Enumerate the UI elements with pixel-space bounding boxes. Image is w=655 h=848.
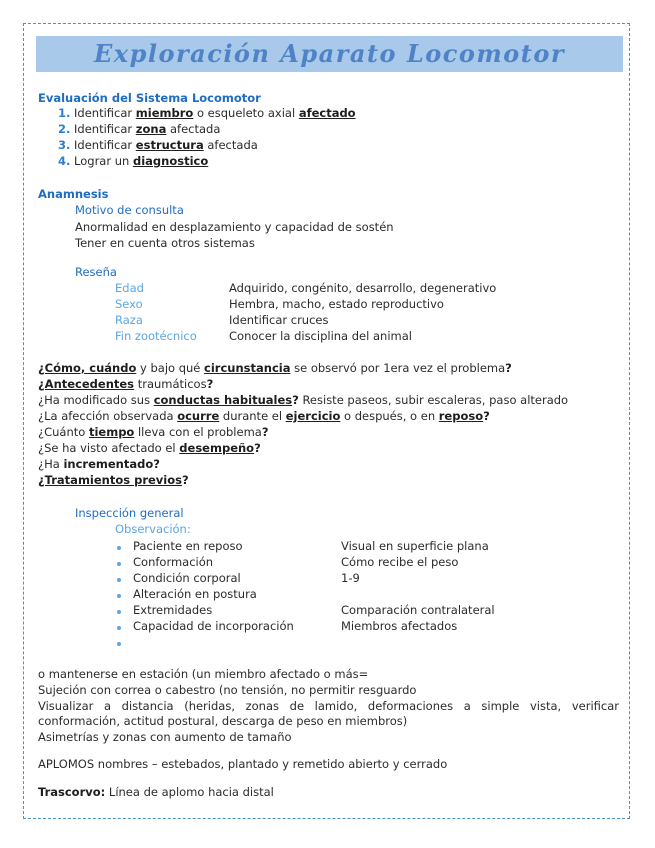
resena-label-sexo: Sexo <box>115 297 143 311</box>
question-7: ¿Ha incrementado? <box>38 457 160 471</box>
obs-right-3: 1-9 <box>341 571 360 585</box>
section-heading-anamnesis: Anamnesis <box>38 187 109 201</box>
resena-label-fin: Fin zootécnico <box>115 329 197 343</box>
bullet-dot <box>117 594 121 598</box>
question-8: ¿Tratamientos previos? <box>38 473 189 487</box>
eval-item-2: 2. Identificar zona afectada <box>58 122 221 136</box>
note-aplomos: APLOMOS nombres – estebados, plantado y remetido abierto y cerrado <box>38 757 448 771</box>
question-1: ¿Cómo, cuándo y bajo qué circunstancia se observó por 1era vez el problema? <box>38 361 512 375</box>
eval-item-4: 4. Lograr un diagnostico <box>58 154 209 168</box>
obs-left-2: Conformación <box>133 555 214 569</box>
bullet-dot <box>117 546 121 550</box>
question-3: ¿Ha modificado sus conductas habituales? Resiste paseos, subir escaleras, paso alterado <box>38 393 569 407</box>
obs-right-2: Cómo recibe el peso <box>341 555 459 569</box>
note-2: Sujeción con correa o cabestro (no tensión, no permitir resguardo <box>38 683 417 697</box>
eval-item-3: 3. Identificar estructura afectada <box>58 138 258 152</box>
question-4: ¿La afección observada ocurre durante el ejercicio o después, o en reposo? <box>38 409 490 423</box>
subheading-observacion: Observación: <box>115 522 191 536</box>
obs-left-5: Extremidades <box>133 603 213 617</box>
obs-right-1: Visual en superficie plana <box>341 539 489 553</box>
resena-value-edad: Adquirido, congénito, desarrollo, degenerativo <box>229 281 497 295</box>
subheading-inspeccion: Inspección general <box>75 506 184 520</box>
resena-value-raza: Identificar cruces <box>229 313 329 327</box>
resena-value-sexo: Hembra, macho, estado reproductivo <box>229 297 444 311</box>
obs-left-1: Paciente en reposo <box>133 539 243 553</box>
obs-right-6: Miembros afectados <box>341 619 458 633</box>
obs-left-6: Capacidad de incorporación <box>133 619 294 633</box>
resena-value-fin: Conocer la disciplina del animal <box>229 329 412 343</box>
motivo-line-2: Tener en cuenta otros sistemas <box>75 236 255 250</box>
note-trascorvo: Trascorvo: Línea de aplomo hacia distal <box>38 785 274 799</box>
question-6: ¿Se ha visto afectado el desempeño? <box>38 441 261 455</box>
obs-left-4: Alteración en postura <box>133 587 257 601</box>
bullet-dot <box>117 626 121 630</box>
note-3a: Visualizar a distancia (heridas, zonas de lamido, deformaciones a simple vista, verificar <box>38 699 619 713</box>
eval-item-1: 1. Identificar miembro o esqueleto axial afectado <box>58 106 356 120</box>
resena-label-raza: Raza <box>115 313 143 327</box>
obs-right-5: Comparación contralateral <box>341 603 495 617</box>
bullet-dot-empty <box>117 642 121 646</box>
page-title: Exploración Aparato Locomotor <box>94 39 565 68</box>
section-heading-evaluacion: Evaluación del Sistema Locomotor <box>38 91 261 105</box>
question-2: ¿Antecedentes traumáticos? <box>38 377 214 391</box>
obs-left-3: Condición corporal <box>133 571 241 585</box>
question-5: ¿Cuánto tiempo lleva con el problema? <box>38 425 269 439</box>
note-4: Asimetrías y zonas con aumento de tamaño <box>38 730 292 744</box>
note-1: o mantenerse en estación (un miembro afectado o más= <box>38 667 369 681</box>
bullet-dot <box>117 578 121 582</box>
note-3b: conformación, actitud postural, descarga de peso en miembros) <box>38 714 408 728</box>
subheading-resena: Reseña <box>75 265 117 279</box>
motivo-line-1: Anormalidad en desplazamiento y capacidad de sostén <box>75 220 394 234</box>
bullet-dot <box>117 562 121 566</box>
bullet-dot <box>117 610 121 614</box>
resena-label-edad: Edad <box>115 281 144 295</box>
subheading-motivo: Motivo de consulta <box>75 203 184 217</box>
